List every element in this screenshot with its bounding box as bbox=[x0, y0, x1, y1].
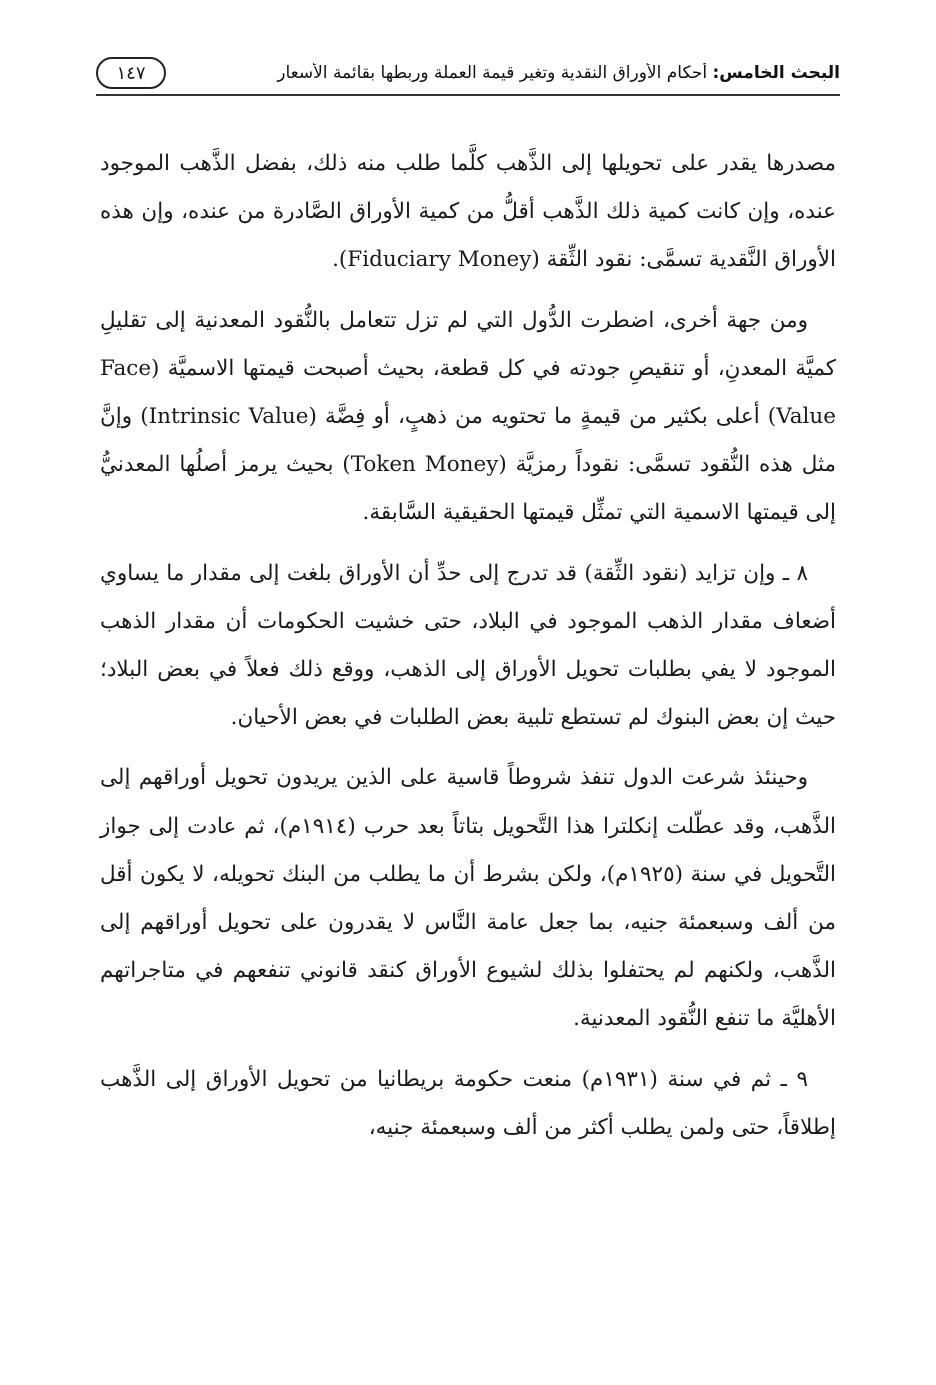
page-number bbox=[96, 57, 166, 89]
paragraph-5: ٩ ـ ثم في سنة (١٩٣١م) منعت حكومة بريطانيا من تحويل الأوراق إلى الذَّهب إطلاقاً، حتى ولمن يطلب أكثر من ألف وسبعمئة جنيه، bbox=[100, 1066, 836, 1140]
paragraph-2: ومن جهة أخرى، اضطرت الدُّول التي لم تزل تتعامل بالنُّقود المعدنية إلى تقليلِ كميَّة المعدنِ، أو تنقيصِ جودته في كل قطعة، بحيث أصبحت قيمتها الاسميَّة (Face Value) أعلى بكثير من قيمةٍ ما تحتويه من ذهبٍ، أو فِضَّة (Intrinsic Value) وإنَّ مثل هذه النُّقود تسمَّى: نقوداً رمزيَّة (Token Money) بحيث يرمز أصلُها المعدنيُّ إلى قيمتها الاسمية التي تمثِّل قيمتها الحقيقية السَّابقة. bbox=[100, 307, 837, 526]
page-header bbox=[96, 52, 840, 96]
paragraph-3: ٨ ـ وإن تزايد (نقود الثِّقة) قد تدرج إلى حدِّ أن الأوراق بلغت إلى مقدار ما يساوي أضعاف مقدار الذهب الموجود في البلاد، حتى خشيت الحكومات أن مقدار الذهب الموجود لا يفي بطلبات تحويل الأوراق إلى الذهب، ووقع ذلك فعلاً في بعض البلاد؛ حيث إن بعض البنوك لم تستطع تلبية بعض الطلبات في بعض الأحيان. bbox=[100, 560, 836, 731]
paragraph-1 bbox=[100, 140, 836, 285]
chapter-title: أحكام الأوراق النقدية وتغير قيمة العملة وربطها بقائمة الأسعار bbox=[277, 63, 708, 83]
running-title bbox=[178, 63, 840, 83]
paragraph-4: وحينئذ شرعت الدول تنفذ شروطاً قاسية على الذين يريدون تحويل أوراقهم إلى الذَّهب، وقد عطّلت إنكلترا هذا التَّحويل بتاتاً بعد حرب (١٩١٤م)، ثم عادت إلى جواز التَّحويل في سنة (١٩٢٥م)، ولكن بشرط أن ما يطلب من البنك تحويله، لا يكون أقل من ألف وسبعمئة جنيه، بما جعل عامة النَّاس لا يقدرون على تحويل أوراقهم إلى الذَّهب، ولكنهم لم يحتفلوا بذلك لشيوع الأوراق كنقد قانوني تنفعهم في متاجراتهم الأهليَّة ما تنفع النُّقود المعدنية. bbox=[100, 765, 836, 1032]
paragraph-1-text: مصدرها يقدر على تحويلها إلى الذَّهب كلَّما طلب منه ذلك، بفضل الذَّهب الموجود عنده، وإن كانت كمية ذلك الذَّهب أقلُّ من كمية الأوراق الصَّادرة من عنده، وإن هذه الأوراق النَّقدية تسمَّى: نقود الثِّقة bbox=[100, 151, 836, 273]
paragraph-1-latin-term: (Fiduciary Money) bbox=[338, 247, 540, 273]
paragraph-1-tail: . bbox=[332, 247, 339, 273]
page-body bbox=[100, 140, 836, 1164]
page-number-text: ١٤٧ bbox=[116, 62, 146, 84]
chapter-label: البحث الخامس: bbox=[712, 63, 840, 83]
